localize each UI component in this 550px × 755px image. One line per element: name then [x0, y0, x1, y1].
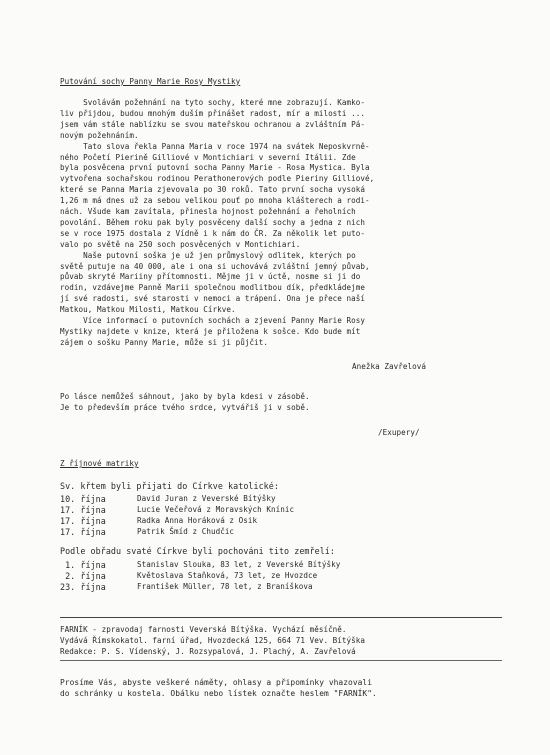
article-line: Více informací o putovních sochách a zjevení Panny Marie Rosy — [60, 316, 366, 325]
baptism-intro: Sv. křtem byli přijati do Církve katolické: — [60, 481, 279, 491]
baptism-date: 10. října — [60, 494, 106, 504]
registry-heading: Z říjnové matriky — [60, 459, 139, 468]
baptism-date: 17. října — [60, 527, 106, 537]
funeral-date: 1. října — [60, 560, 106, 570]
funeral-date: 23. října — [60, 582, 106, 592]
article-line: Tato slova řekla Panna Maria v roce 1974 na svátek Neposkvrně- — [60, 141, 370, 151]
article-line: jsem vám stále nablízku se svou mateřskou ochranou a zvláštním Pá- — [60, 119, 366, 129]
article-line: zájem o sošku Panny Marie, může si ji půjčit. — [60, 337, 268, 347]
article-line: se v roce 1975 dostala z Vídně i k nám do ČR. Za několik let puto- — [60, 228, 366, 238]
article-title: Putování sochy Panny Marie Rosy Mystiky — [60, 77, 241, 86]
footer-line-1: FARNÍK - zpravodaj farnosti Veverská Bítýška. Vychází měsíčně. — [60, 625, 347, 634]
funeral-entry: Květoslava Staňková, 73 let, ze Hvozdce — [137, 571, 318, 580]
footer-line-3: Redakce: P. S. Vídenský, J. Rozsypalová, J. Plachý, A. Zavřelová — [60, 647, 356, 656]
baptism-entry: Lucie Večeřová z Moravských Knínic — [137, 505, 295, 514]
article-line: ného Početí Pierině Gilliové v Montichiari v severní Itálii. Zde — [60, 152, 356, 162]
baptism-entry: David Juran z Veverské Bítýšky — [137, 494, 276, 503]
baptism-date: 17. října — [60, 505, 106, 515]
funeral-entry: František Müller, 78 let, z Braníškova — [137, 582, 313, 591]
article-line: novým požehnáním. — [60, 130, 139, 140]
article-line: které se Panna Maria zjevovala po 30 roků. Tato první socha vysoká — [60, 185, 366, 195]
baptism-entry: Patrik Šmíd z Chudčic — [137, 527, 235, 536]
article-line: světě putuje na 40 000, ale i ona si uchovává zvláštní jemný půvab, — [60, 261, 370, 271]
article-line: Svolávám požehnání na tyto sochy, které mne zobrazují. Kamko- — [60, 98, 366, 107]
article-line: 1,26 m má dnes už za sebou velikou pouť po mnoha klášterech a rodi- — [60, 196, 370, 206]
quote-author: /Exupery/ — [378, 428, 420, 437]
article-line: nách. Všude kam zavítala, přinesla hojnost požehnání a řeholních — [60, 207, 356, 216]
quote-line-2: Je to především práce tvého srdce, vytvářiš ji v sobě. — [60, 403, 310, 412]
article-author: Anežka Zavřelová — [352, 362, 426, 371]
funeral-date: 2. října — [60, 571, 106, 581]
article-line: Mystiky najdete v knize, která je přiložena k sošce. Kdo bude mít — [60, 326, 361, 336]
baptism-entry: Radka Anna Horáková z Osik — [137, 516, 258, 525]
article-line: jí své radosti, své starosti v nemoci a trápení. Ona je přece naší — [60, 294, 366, 304]
quote-line-1: Po lásce nemůžeš sáhnout, jako by byla kdesi v zásobě. — [60, 392, 310, 401]
footer-bottom-rule — [60, 660, 502, 661]
article-line: půvab skryté Mariiny přítomnosti. Mějme ji v úctě, nosme si ji do — [60, 272, 361, 282]
notice-line-1: Prosíme Vás, abyste veškeré náměty, ohlasy a připomínky vhazovali — [60, 678, 373, 687]
article-line: valo po světě na 250 soch posvěcených v Montichiari. — [60, 239, 301, 249]
footer-line-2: Vydává Římskokatol. farní úřad, Hvozdecká 125, 664 71 Vev. Bítýška — [60, 636, 366, 645]
footer-top-rule — [60, 617, 502, 618]
article-line: vytvořena sochařskou rodinou Perathonerových podle Pieriny Gilliové, — [60, 174, 375, 184]
article-line: liv přijdou, budou mnohým duším přinášet radost, mír a milosti ... — [60, 108, 366, 118]
notice-line-2: do schránky u kostela. Obálku nebo lístek označte heslem "FARNÍK". — [60, 689, 377, 698]
funeral-intro: Podle obřadu svaté Církve byli pochováni tito zemřelí: — [60, 546, 335, 556]
article-line: rodin, vzdávejme Panně Marii společnou modlitbou dík, předkládejme — [60, 283, 366, 293]
article-line: Matkou, Matkou Milosti, Matkou Církve. — [60, 305, 236, 315]
article-line: Naše putovní soška je už jen průmyslový odlitek, kterých po — [60, 250, 356, 260]
article-line: byla posvěcena první putovní socha Panny Marie - Rosa Mystica. Byla — [60, 163, 370, 173]
funeral-entry: Stanislav Slouka, 83 let, z Veverské Bítýšky — [137, 560, 341, 569]
article-line: povolání. Během roku pak byly posvěceny další sochy a jedna z nich — [60, 217, 366, 227]
baptism-date: 17. října — [60, 516, 106, 526]
